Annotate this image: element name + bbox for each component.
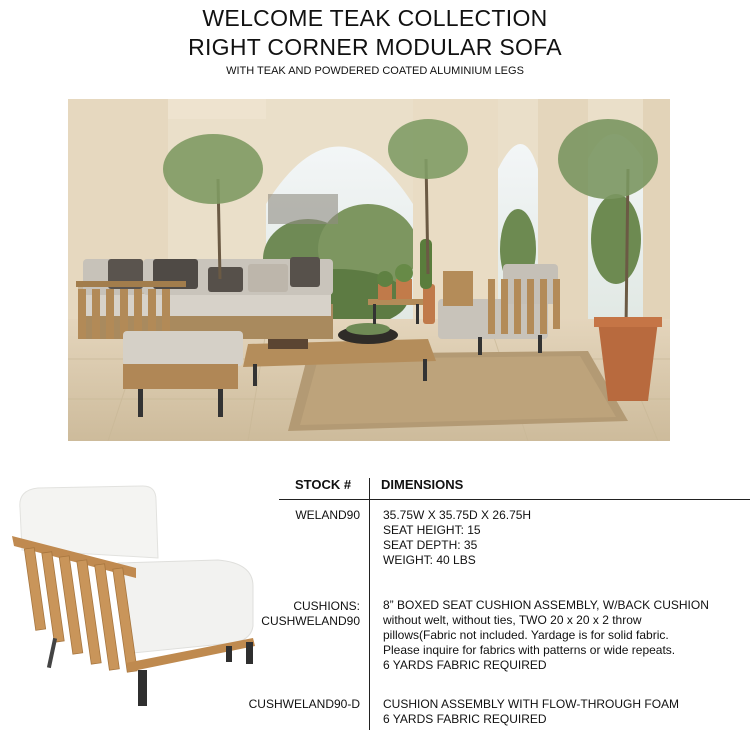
cushion-description-line: pillows(Fabric not included. Yardage is for solid fabric. (383, 628, 669, 642)
dimension-line: 35.75W X 35.75D X 26.75H (383, 508, 532, 522)
weight: WEIGHT: 40 LBS (383, 553, 476, 567)
dimensions-cell-row-1 (383, 508, 750, 568)
stock-cell-row-1 (200, 508, 360, 523)
dimensions-cell-row-2 (383, 598, 750, 673)
cushion-description-line: Please inquire for fabrics with patterns or wide repeats. (383, 643, 676, 657)
dimensions-cell-row-3 (383, 697, 750, 727)
lifestyle-photo (68, 99, 670, 441)
seat-height: SEAT HEIGHT: 15 (383, 523, 481, 537)
stock-label: CUSHIONS: (293, 599, 360, 613)
stock-number: CUSHWELAND90-D (248, 697, 360, 711)
fabric-requirement: 6 YARDS FABRIC REQUIRED (383, 658, 547, 672)
stock-number: CUSHWELAND90 (261, 614, 360, 628)
cushion-description-line: without welt, without ties, TWO 20 x 20 x 2 throw (383, 613, 642, 627)
title-line-1: WELCOME TEAK COLLECTION (202, 5, 548, 31)
stock-cell-row-3 (200, 697, 360, 712)
title-line-2: RIGHT CORNER MODULAR SOFA (188, 34, 562, 60)
cushion-description-line: 8” BOXED SEAT CUSHION ASSEMBLY, W/BACK CUSHION (383, 598, 709, 612)
seat-depth: SEAT DEPTH: 35 (383, 538, 478, 552)
fabric-requirement: 6 YARDS FABRIC REQUIRED (383, 712, 547, 726)
stock-number: WELAND90 (295, 508, 360, 522)
stock-cell-row-2 (200, 599, 360, 629)
column-divider (369, 478, 370, 730)
column-header-dimensions: DIMENSIONS (381, 477, 464, 492)
subtitle: WITH TEAK AND POWDERED COATED ALUMINIUM LEGS (226, 65, 524, 77)
header-divider (279, 499, 750, 500)
cushion-description-line: CUSHION ASSEMBLY WITH FLOW-THROUGH FOAM (383, 697, 680, 711)
column-header-stock: STOCK # (295, 477, 352, 492)
